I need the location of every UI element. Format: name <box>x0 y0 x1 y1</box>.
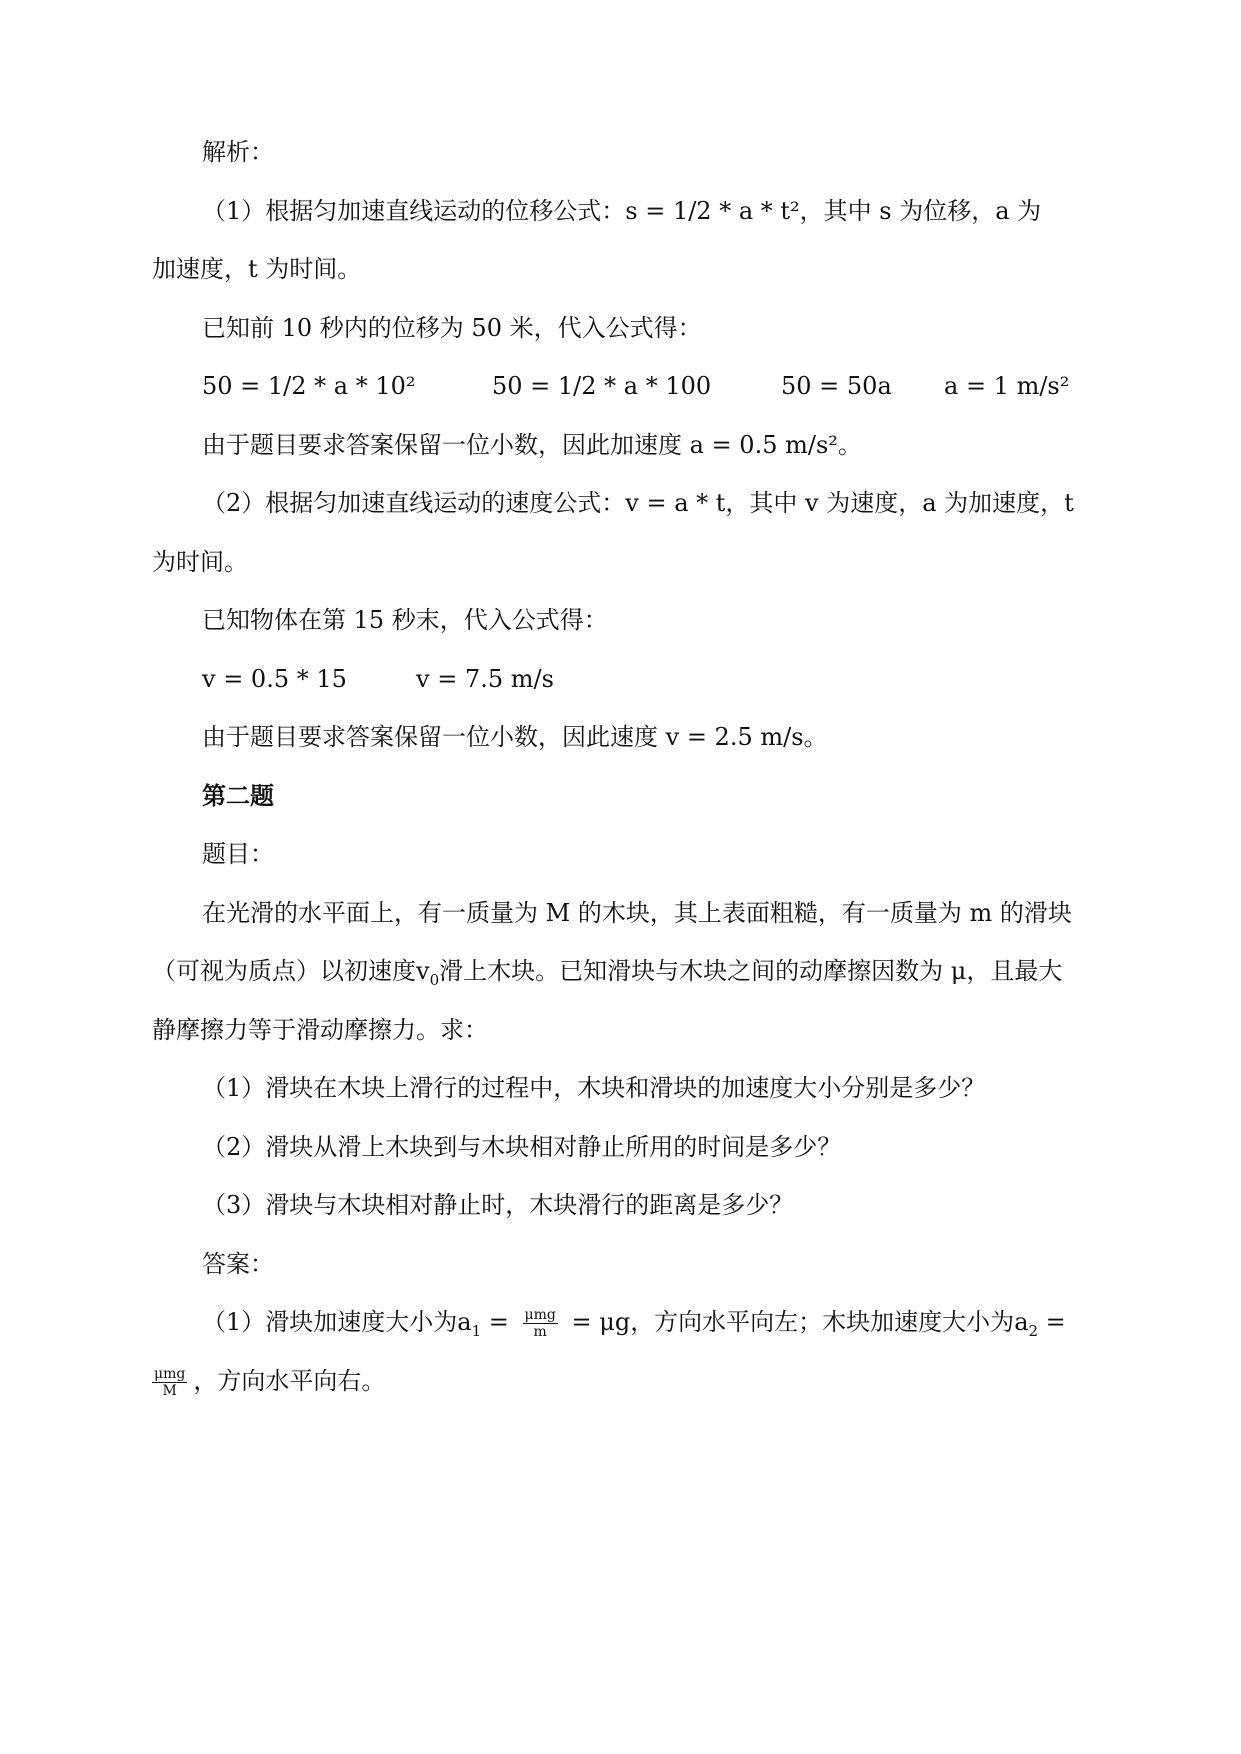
paragraph-displacement-formula: （1）根据匀加速直线运动的位移公式：s = 1/2 * a * t²，其中 s 为位移，a 为 <box>202 197 1042 225</box>
equation-step-3: 50 = 50a <box>781 372 892 400</box>
sub-question-1: （1）滑块在木块上滑行的过程中，木块和滑块的加速度大小分别是多少？ <box>202 1074 986 1102</box>
question-text-line-2: （可视为质点）以初速度$v_0$滑上木块。已知滑块与木块之间的动摩擦因数为 μ，且最大 <box>152 957 1063 989</box>
paragraph-velocity-formula: （2）根据匀加速直线运动的速度公式：v = a * t，其中 v 为速度，a 为加速度，t <box>202 489 1074 517</box>
answer-1-line-1: （1）滑块加速度大小为$a_1$ = $\frac{\text{μmg}}{m}$ = μg，方向水平向左；木块加速度大小为$a_2$ = <box>202 1307 1066 1340</box>
equation-velocity-step-2: v = 7.5 m/s <box>416 665 554 693</box>
block-acceleration-symbol: $a_2$ <box>1014 1308 1039 1340</box>
initial-velocity-symbol: $v_0$ <box>416 957 440 989</box>
fraction-mu-mg-over-m: $\frac{\text{μmg}}{m}$ <box>524 1307 556 1340</box>
question-text-line-3: 静摩擦力等于滑动摩擦力。求： <box>152 1016 488 1044</box>
answer-1-line-2: $\frac{\text{μmg}}{M}$ ，方向水平向右。 <box>154 1366 386 1399</box>
slider-acceleration-symbol: $a_1$ <box>457 1308 482 1340</box>
answer-label: 答案： <box>202 1250 274 1278</box>
equation-step-2: 50 = 1/2 * a * 100 <box>492 372 712 400</box>
paragraph-velocity-result: 由于题目要求答案保留一位小数，因此速度 v = 2.5 m/s。 <box>202 723 828 751</box>
paragraph-displacement-formula-cont: 加速度，t 为时间。 <box>152 255 362 283</box>
equation-velocity-step-1: v = 0.5 * 15 <box>202 665 347 693</box>
paragraph-known-displacement: 已知前 10 秒内的位移为 50 米，代入公式得： <box>202 314 702 342</box>
question-label: 题目： <box>202 840 274 868</box>
equation-step-1: 50 = 1/2 * a * 10² <box>202 372 416 400</box>
section-heading-question-two: 第二题 <box>202 782 274 810</box>
fraction-mu-mg-over-M: $\frac{\text{μmg}}{M}$ <box>154 1366 186 1399</box>
analysis-heading: 解析： <box>202 138 274 166</box>
paragraph-acceleration-result: 由于题目要求答案保留一位小数，因此加速度 a = 0.5 m/s²。 <box>202 431 862 459</box>
paragraph-known-time: 已知物体在第 15 秒末，代入公式得： <box>202 606 608 634</box>
paragraph-velocity-formula-cont: 为时间。 <box>152 548 248 576</box>
question-text-line-1: 在光滑的水平面上，有一质量为 M 的木块，其上表面粗糙，有一质量为 m 的滑块 <box>202 899 1072 927</box>
sub-question-3: （3）滑块与木块相对静止时，木块滑行的距离是多少？ <box>202 1191 794 1219</box>
equation-step-4: a = 1 m/s² <box>944 372 1070 400</box>
sub-question-2: （2）滑块从滑上木块到与木块相对静止所用的时间是多少？ <box>202 1133 842 1161</box>
